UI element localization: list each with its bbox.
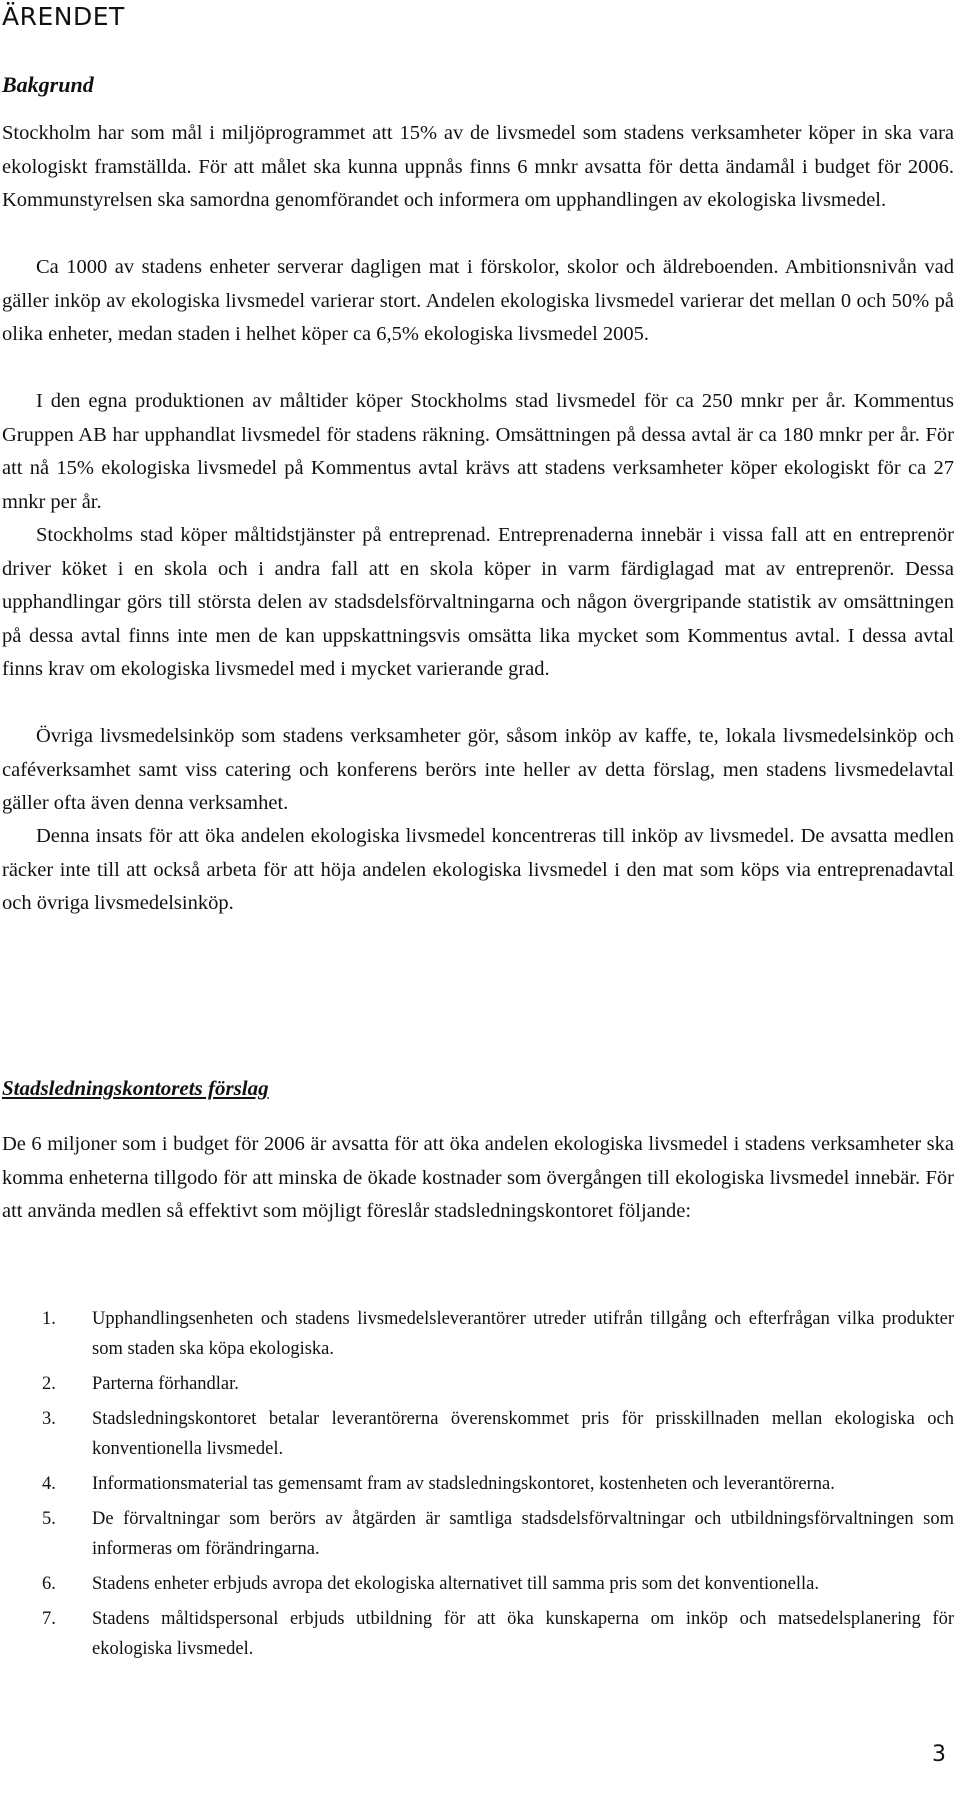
- list-item: [0, 1404, 954, 1464]
- list-item-text: De förvaltningar som berörs av åtgärden är samtliga stadsdelsförvaltningar och utbildningsförvaltningen som informeras om förändringarna.: [92, 1509, 954, 1559]
- list-item-number: 6.: [42, 1574, 56, 1594]
- list-item-number: 1.: [42, 1309, 56, 1329]
- proposal-intro: De 6 miljoner som i budget för 2006 är avsatta för att öka andelen ekologiska livsmedel i stadens verksamheter ska komma enheterna tillgodo för att minska de ökade kostnader som övergången till ekologiska livsmedel innebär. För att använda medlen så effektivt som möjligt föreslår stadsledningskontoret följande:: [2, 1133, 954, 1223]
- list-item-number: 3.: [42, 1409, 56, 1429]
- list-item-text: Stadens måltidspersonal erbjuds utbildning för att öka kunskaperna om inköp och matsedelsplanering för ekologiska livsmedel.: [92, 1609, 954, 1659]
- list-item-text: Informationsmaterial tas gemensamt fram av stadsledningskontoret, kostenheten och leverantörerna.: [92, 1474, 835, 1494]
- list-item: [0, 1369, 954, 1399]
- list-item-text: Parterna förhandlar.: [92, 1374, 239, 1394]
- list-item: [0, 1504, 954, 1564]
- list-item-text: Upphandlingsenheten och stadens livsmedelsleverantörer utreder utifrån tillgång och efterfrågan vilka produkter som staden ska köpa ekologiska.: [92, 1309, 954, 1359]
- proposal-heading: Stadsledningskontorets förslag: [2, 1076, 269, 1100]
- background-paragraph-3: I den egna produktionen av måltider köper Stockholms stad livsmedel för ca 250 mnkr per år. Kommentus Gruppen AB har upphandlat livsmedel för stadens räkning. Omsättningen på dessa avtal är ca 180 mnkr per år. För att nå 15% ekologiska livsmedel på Kommentus avtal krävs att stadens verksamheter köper ekologiskt för ca 27 mnkr per år.: [2, 390, 954, 513]
- list-item: [0, 1304, 954, 1364]
- list-item: [0, 1604, 954, 1664]
- document-title: ÄRENDET: [2, 2, 125, 31]
- list-item-text: Stadens enheter erbjuds avropa det ekologiska alternativet till samma pris som det konventionella.: [92, 1574, 819, 1594]
- list-item-text: Stadsledningskontoret betalar leverantörerna överenskommet pris för prisskillnaden mellan ekologiska och konventionella livsmedel.: [92, 1409, 954, 1459]
- background-paragraph-4: Stockholms stad köper måltidstjänster på entreprenad. Entreprenaderna innebär i vissa fall att en entreprenör driver köket i en skola och i andra fall att en skola köper in varm färdiglagad mat av entreprenör. Dessa upphandlingar görs till största delen av stadsdelsförvaltningarna och någon övergripande statistik av omsättningen på dessa avtal finns inte men de kan uppskattningsvis omsätta lika mycket som Kommentus avtal. I dessa avtal finns krav om ekologiska livsmedel med i mycket varierande grad.: [2, 524, 954, 681]
- proposal-list: [0, 1304, 954, 1669]
- background-heading: Bakgrund: [2, 72, 94, 97]
- list-item-number: 2.: [42, 1374, 56, 1394]
- list-item-number: 4.: [42, 1474, 56, 1494]
- background-paragraph-6: Denna insats för att öka andelen ekologiska livsmedel koncentreras till inköp av livsmedel. De avsatta medlen räcker inte till att också arbeta för att höja andelen ekologiska livsmedel i den mat som köps via entreprenadavtal och övriga livsmedelsinköp.: [2, 825, 954, 915]
- list-item-number: 7.: [42, 1609, 56, 1629]
- background-paragraph-2: Ca 1000 av stadens enheter serverar dagligen mat i förskolor, skolor och äldreboenden. Ambitionsnivån vad gäller inköp av ekologiska livsmedel varierar stort. Andelen ekologiska livsmedel varierar det mellan 0 och 50% på olika enheter, medan staden i helhet köper ca 6,5% ekologiska livsmedel 2005.: [2, 256, 954, 346]
- page-number: 3: [932, 1742, 946, 1767]
- background-paragraph-1: Stockholm har som mål i miljöprogrammet att 15% av de livsmedel som stadens verksamheter köper in ska vara ekologiskt framställda. För att målet ska kunna uppnås finns 6 mnkr avsatta för detta ändamål i budget för 2006. Kommunstyrelsen ska samordna genomförandet och informera om upphandlingen av ekologiska livsmedel.: [2, 122, 954, 212]
- list-item: [0, 1569, 954, 1599]
- list-item: [0, 1469, 954, 1499]
- background-paragraph-5: Övriga livsmedelsinköp som stadens verksamheter gör, såsom inköp av kaffe, te, lokala livsmedelsinköp och caféverksamhet samt viss catering och konferens berörs inte heller av detta förslag, men stadens livsmedelavtal gäller ofta även denna verksamhet.: [2, 725, 954, 815]
- list-item-number: 5.: [42, 1509, 56, 1529]
